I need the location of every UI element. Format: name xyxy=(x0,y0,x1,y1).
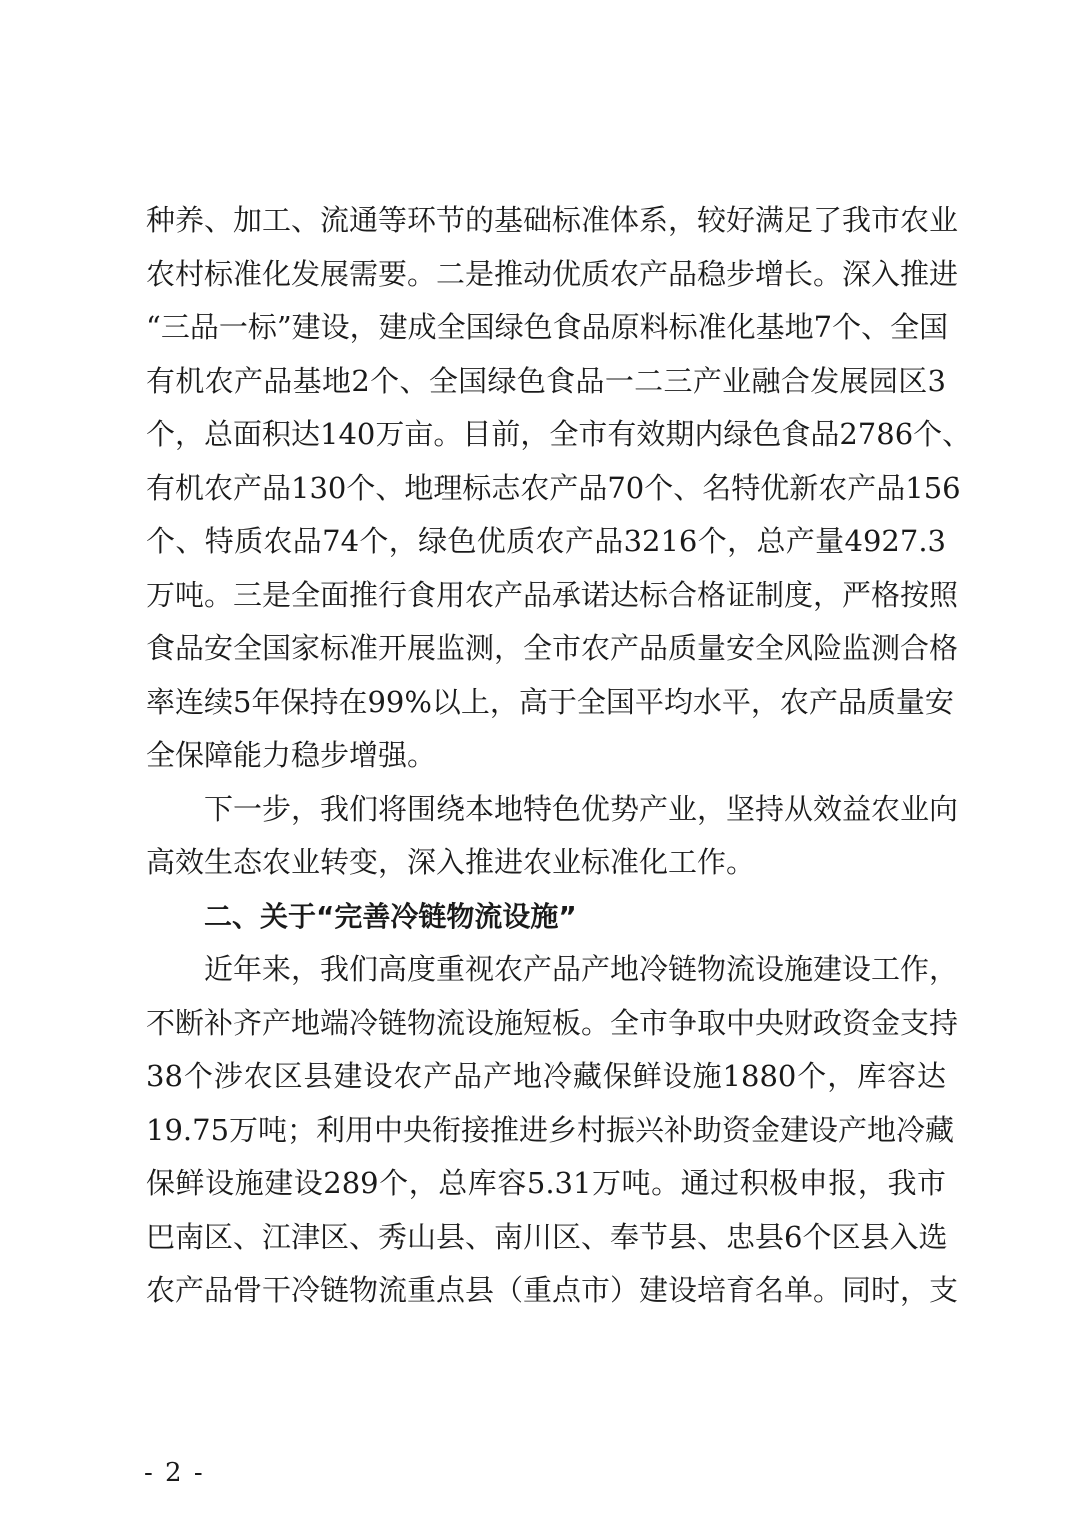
paragraph-line: 食品安全国家标准开展监测，全市农产品质量安全风险监测合格 xyxy=(146,631,959,665)
section-heading: 二、关于“完善冷链物流设施” xyxy=(204,899,577,933)
paragraph-line: 个、特质农品74个，绿色优质农产品3216个，总产量4927.3 xyxy=(146,524,946,558)
paragraph-line: 万吨。三是全面推行食用农产品承诺达标合格证制度，严格按照 xyxy=(146,577,959,612)
paragraph-line: 19.75万吨；利用中央衔接推进乡村振兴补助资金建设产地冷藏 xyxy=(146,1112,955,1147)
paragraph-line: 下一步，我们将围绕本地特色优势产业，坚持从效益农业向 xyxy=(204,791,959,826)
paragraph-line: 农产品骨干冷链物流重点县（重点市）建设培育名单。同时，支 xyxy=(146,1273,959,1307)
paragraph-line: 保鲜设施建设289个，总库容5.31万吨。通过积极申报，我市 xyxy=(146,1166,946,1200)
document-body xyxy=(146,194,972,1318)
paragraph-line: 种养、加工、流通等环节的基础标准体系，较好满足了我市农业 xyxy=(146,203,959,237)
paragraph-line: 率连续5年保持在99%以上，高于全国平均水平，农产品质量安 xyxy=(146,684,954,719)
paragraph-line: 近年来，我们高度重视农产品产地冷链物流设施建设工作， xyxy=(204,952,959,986)
paragraph-line: 高效生态农业转变，深入推进农业标准化工作。 xyxy=(146,845,756,879)
page-number: - 2 - xyxy=(144,1458,205,1488)
paragraph-line: 农村标准化发展需要。二是推动优质农产品稳步增长。深入推进 xyxy=(146,256,959,291)
paragraph-line: 不断补齐产地端冷链物流设施短板。全市争取中央财政资金支持 xyxy=(146,1005,959,1040)
paragraph-line: 38个涉农区县建设农产品产地冷藏保鲜设施1880个，库容达 xyxy=(146,1059,946,1093)
paragraph-line: 有机农产品基地2个、全国绿色食品一二三产业融合发展园区3 xyxy=(146,363,946,398)
paragraph-line: 有机农产品130个、地理标志农产品70个、名特优新农产品156 xyxy=(146,470,961,505)
paragraph-line: 全保障能力稳步增强。 xyxy=(146,738,437,772)
paragraph-line: 个，总面积达140万亩。目前，全市有效期内绿色食品2786个、 xyxy=(146,417,972,451)
paragraph-line: “三品一标”建设，建成全国绿色食品原料标准化基地7个、全国 xyxy=(146,310,949,344)
paragraph-line: 巴南区、江津区、秀山县、南川区、奉节县、忠县6个区县入选 xyxy=(146,1219,948,1254)
